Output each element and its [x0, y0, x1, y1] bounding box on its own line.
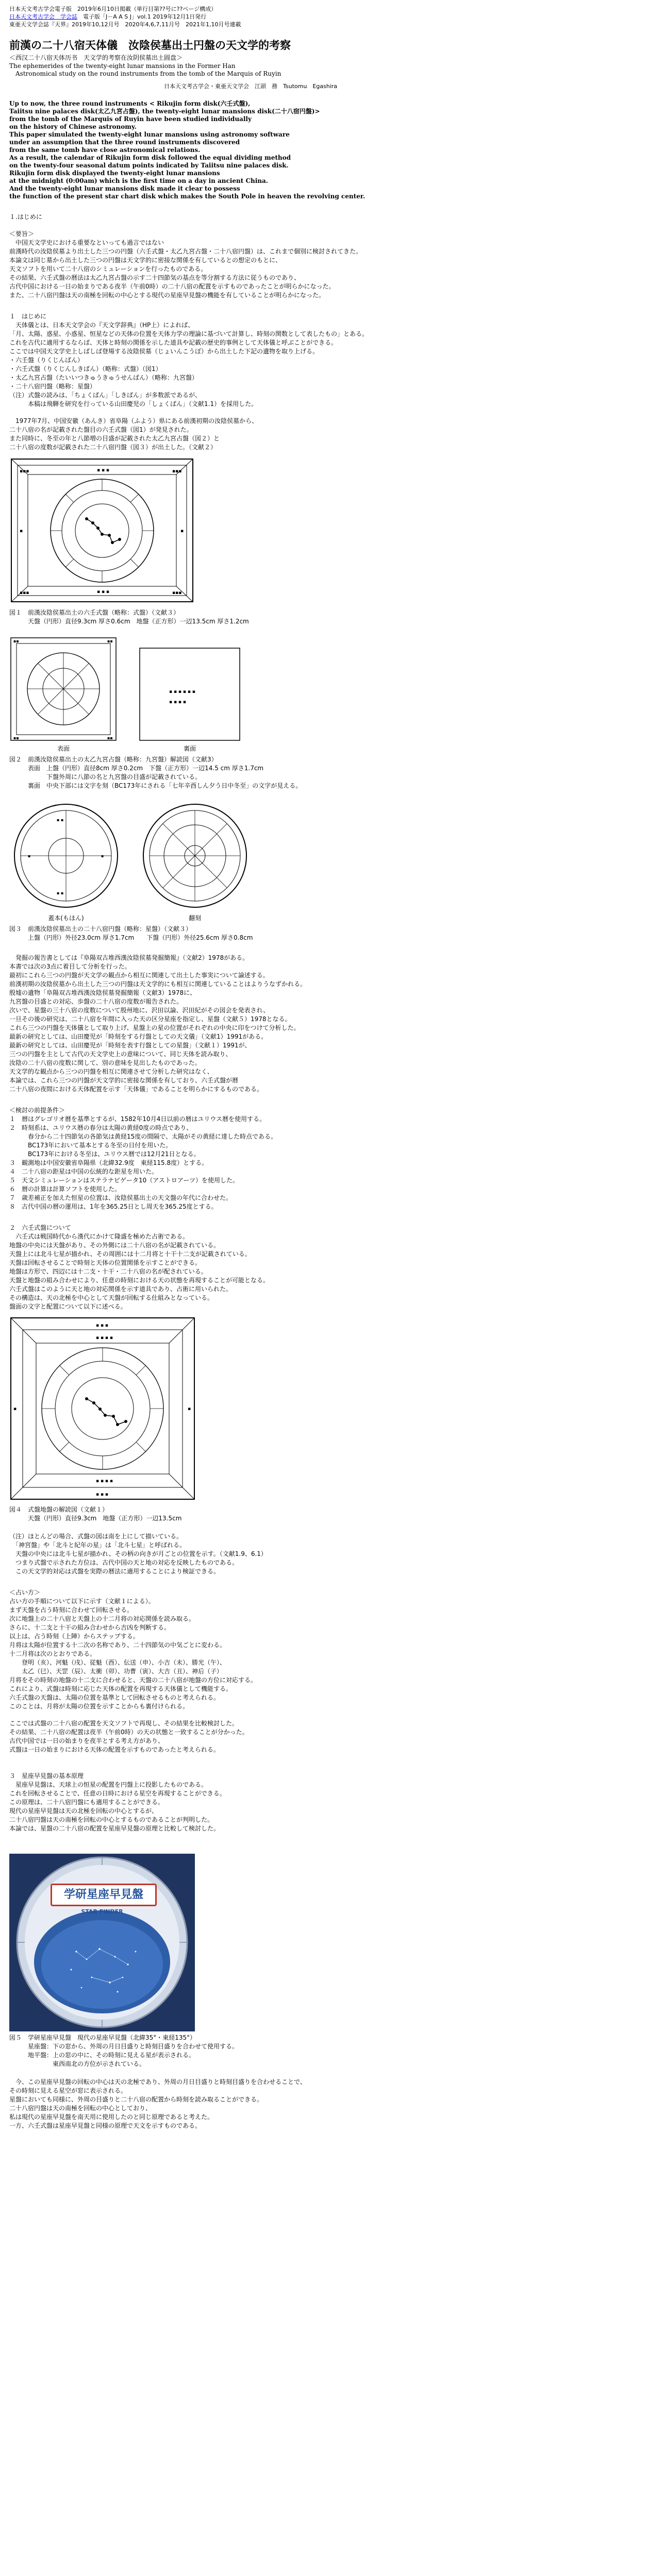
- figure-detail: 表面 上盤（円形）直径8cm 厚さ0.2cm 下盤（正方形）一辺14.5 cm 厚さ1.7cm: [9, 765, 264, 772]
- paragraph-line: まず天盤を占う時刻に合わせて回転させる。: [9, 1606, 134, 1614]
- nine-palaces-back-diagram: [138, 647, 241, 742]
- paragraph-line: 九宮盤の目盛との対応、歩盤の二十八宿の度数が報告された。: [9, 998, 183, 1005]
- svg-text:▪ ▪: ▪ ▪: [57, 818, 64, 822]
- paragraph-line: 月将をその時刻の地盤の十二支に合わせると、天盤の二十八宿が地盤の方位に対応する。: [9, 1676, 257, 1684]
- paragraph-line: ・六壬式盤（りくじんしきばん）（略称：式盤）（図1）: [9, 365, 162, 372]
- svg-text:▪▪▪: ▪▪▪: [172, 590, 182, 596]
- svg-text:▪▪▪: ▪▪▪: [20, 469, 29, 474]
- analysis-conditions: [9, 1106, 654, 1211]
- abstract-line: on the history of Chinese astronomy.: [9, 123, 137, 130]
- paragraph-line: 六壬式盤はこのように天と地の対応関係を示す道具であり、占術に用いられた。: [9, 1285, 233, 1293]
- paragraph-line: 二十八宿円盤は天の南極を回転の中心としており、: [9, 2105, 152, 2112]
- star-finder-brand-en: STAR FINDER: [81, 1908, 123, 1915]
- list-item: BC173年において基本とする冬至の日付を用いた。: [9, 1142, 172, 1149]
- figure-2: [9, 636, 654, 790]
- section-heading: ＜検討の前提条件＞: [9, 1107, 65, 1114]
- abstract-line: from the same tomb have close astronomical relations.: [9, 146, 201, 154]
- paragraph-line: （注）式盤の読みは、「ちょくばん」「しきばん」が多数派であるが、: [9, 392, 202, 399]
- figure-3-caption: [9, 925, 654, 942]
- list-item: ３ 観測地は中国安徽省阜陽県（北緯32.9度 東経115.8度）とする。: [9, 1159, 208, 1166]
- paragraph-line: 私は現代の星座早見盤を南天用に使用したのと同じ原理であると考えた。: [9, 2113, 214, 2121]
- paragraph-line: 最新の研究としては、山田慶児が「時刻を表す行盤としての星盤」（文献１）1991が、: [9, 1042, 251, 1049]
- paragraph-line: 式盤は一日の始まりにおける天体の配置を示すものであったと考えられる。: [9, 1746, 220, 1753]
- paragraph-line: 今、この星座早見盤の回転の中心は天の北極であり、外周の月日目盛りと時刻目盛りを合わせることで、: [9, 2078, 306, 2086]
- paragraph-line: さらに、十二支と十干の組み合わせから吉凶を判断する。: [9, 1624, 171, 1631]
- article: [9, 5, 654, 2130]
- authors: 日本天文考古学会・東亜天文学会 江頭 務 Tsutomu Egashira: [164, 83, 338, 90]
- svg-text:▪: ▪: [188, 1406, 191, 1412]
- rubbing-label: 蓋本(もほん): [48, 914, 84, 922]
- nine-palaces-front-diagram: [9, 636, 118, 742]
- paragraph-line: 古代中国における一日の始まりである夜半（午前0時）の二十八宿の配置を示すものであったことが明らかになった。: [9, 283, 335, 290]
- english-abstract: [9, 100, 654, 200]
- paragraph-line: 盤面の文字と配置について以下に述べる。: [9, 1303, 127, 1310]
- paragraph-line: つまり式盤で示された方位は、古代中国の天と地の対応を反映したものである。: [9, 1559, 239, 1566]
- figure-2-front: [9, 636, 118, 753]
- abstract-line: the function of the present star chart disk which makes the South Pole in heaven the revolving center.: [9, 193, 366, 200]
- paragraph-line: ここでは式盤の二十八宿の配置を天文ソフトで再現し、その結果を比較検討した。: [9, 1720, 239, 1727]
- abstract-line: As a result, the calendar of Rikujin form disk followed the equal dividing method: [9, 154, 291, 161]
- section-3: [9, 1772, 654, 1833]
- section-heading: １ はじめに: [9, 313, 47, 320]
- front-label: 表面: [57, 745, 70, 752]
- figure-3-rubbing: [9, 801, 123, 923]
- paragraph-line: 登明（亥）、河魁（戌）、従魁（酉）、伝送（申）、小吉（未）、勝光（午）、: [9, 1659, 226, 1666]
- intro-section: [9, 213, 654, 300]
- svg-text:▪: ▪: [20, 529, 23, 534]
- journal-header: [9, 5, 654, 28]
- paragraph-line: 古代中国では一日の始まりを夜半とする考え方があり、: [9, 1737, 164, 1744]
- paragraph-line: その結果、六壬式盤の暦法は太乙九宮占盤の示す二十四節気の基点を等分割する方法に従うものであり、: [9, 274, 301, 281]
- abstract-line: Up to now, the three round instruments < Rikujin form disk(六壬式盤),: [9, 100, 251, 107]
- paragraph-line: 現代の星座早見盤は天の北極を回転の中心とするが、: [9, 1807, 158, 1815]
- paragraph-line: 最初にこれら三つの円盤が天文学の観点から相互に関連して出土した事実について論述する。: [9, 972, 269, 979]
- paragraph-line: その結果、二十八宿の配置は夜半（午前0時）の天の状態と一致することが分かった。: [9, 1728, 249, 1736]
- section-1: [9, 312, 654, 452]
- english-title: [9, 62, 654, 78]
- paragraph-line: 天盤の中央には北斗七星が描かれ、その柄の向きが月ごとの位置を示す。（文献1.9、6.1）: [9, 1550, 267, 1557]
- paragraph-line: 天盤は回転させることで時刻と天体の位置関係を示すことができる。: [9, 1259, 202, 1266]
- list-item: ７ 歳差補正を加えた恒星の位置は、汝陰侯墓出土の天文盤の年代に合わせた。: [9, 1194, 233, 1201]
- figure-detail: 裏面 中央下部には文字を刻（BC173年にされる「七年辛酉しん夕う日中冬至」の文字が見える。: [9, 782, 302, 789]
- paragraph-line: この天文学的対応は式盤を実際の暦法に適用することにより検証できる。: [9, 1568, 220, 1575]
- header-line-3: 東亜天文学会誌『天界』2019年10,12月号 2020年4,6,7,11月号 2021年1,10月号連載: [9, 21, 241, 28]
- list-item: BC173年における冬至は、ユリウス暦では12月21日となる。: [9, 1150, 200, 1158]
- paragraph-line: 天盤と地盤の組み合わせにより、任意の時刻における天の状態を再現することが可能となる。: [9, 1277, 270, 1284]
- paragraph-line: 以上は、占う時刻（上陣）からステップする。: [9, 1633, 139, 1640]
- figure-1-caption: [9, 608, 654, 626]
- figure-2-caption: [9, 755, 654, 790]
- svg-text:▪ ▪ ▪: ▪ ▪ ▪: [97, 589, 110, 595]
- figure-5: [9, 1854, 654, 2069]
- paragraph-line: 天文学的な観点から三つの円盤を相互に関連させて分析した研究はなく、: [9, 1068, 213, 1075]
- paragraph-line: この原理は、二十八宿円盤にも適用することができる。: [9, 1799, 164, 1806]
- paragraph-line: 地盤は方形で、四辺には十二支・十干・二十八宿の名が配されている。: [9, 1268, 207, 1275]
- paragraph-line: 月将は太陽が位置する十二次の名称であり、二十四節気の中気ごとに変わる。: [9, 1641, 226, 1649]
- english-title-line: Astronomical study on the round instruments from the tomb of the Marquis of Ruyin: [9, 70, 282, 77]
- svg-text:▪▪: ▪▪: [107, 639, 113, 643]
- section-heading: ３ 星座早見盤の基本原理: [9, 1772, 84, 1780]
- svg-text:▪▪: ▪▪: [13, 639, 19, 643]
- paragraph-line: このことは、月将が太陽の位置を示すことからも裏付けられる。: [9, 1703, 189, 1710]
- paragraph-line: 星座早見盤は、天球上の恒星の配置を円盤上に投影したものである。: [9, 1781, 208, 1788]
- paragraph-line: 占い方の手順について以下に示す（文献１による）。: [9, 1598, 155, 1605]
- star-finder-illustration: [9, 1854, 195, 2031]
- paragraph-line: ここでは中国天文学史上しばしば登場する汝陰侯墓（じょいんこうぼ）から出土した下記の遺物を取り上げる。: [9, 348, 319, 355]
- svg-text:▪ ▪ ▪: ▪ ▪ ▪: [97, 468, 110, 473]
- figure-5-caption: [9, 2033, 654, 2069]
- lunar-mansions-transcript-diagram: [138, 801, 252, 911]
- journal-link[interactable]: 日本天文考古学会 学会誌: [9, 13, 77, 20]
- svg-text:▪: ▪: [28, 854, 31, 858]
- paragraph-line: 六壬式盤の天盤は、太陽の位置を基準として回転させるものと考えられる。: [9, 1694, 220, 1701]
- figure-detail: 星座盤：下の窓から、外周の月日目盛りと時刻目盛りを合わせて使用する。: [9, 2043, 239, 2050]
- figure-detail: 天盤（円形）直径9.3cm 地盤（正方形）一辺13.5cm: [9, 1515, 182, 1522]
- svg-text:▪ ▪: ▪ ▪: [57, 891, 64, 895]
- paragraph-line: 地盤の中央には天盤があり、その外側には二十八宿の名が記載されている。: [9, 1242, 220, 1249]
- figure-label: 図３ 前漢汝陰侯墓出土の二十八宿円盤（略称：星盤）（文献３）: [9, 925, 192, 933]
- paragraph-line: 本論では、星盤の二十八宿の配置を星座早見盤の原理と比較して検討した。: [9, 1825, 220, 1832]
- section-2-notes: [9, 1532, 654, 1576]
- paragraph-line: また同時に、冬至の年と八節増の目盛が記載された太乙九宮占盤（図２）と: [9, 435, 220, 442]
- list-item: ８ 古代中国の暦の運用は、1年を365.25日とし周天を365.25度とする。: [9, 1203, 218, 1210]
- header-line-2-rest: 電子版「J－A A S J」vol.1 2019年12月1日発行: [83, 13, 207, 20]
- paragraph-line: 次いで、星盤の三十八宿の度数について殷州地に、沢田以論、沢田紀がその図会を発表され、: [9, 1007, 270, 1014]
- header-line-2: [9, 13, 654, 21]
- transcript-label: 翻刻: [188, 914, 201, 922]
- paragraph-line: 一旦その後の研究は、二十八宿を年間に入った天の区分星座を指定し、星盤（文献５）1978となる。: [9, 1015, 291, 1023]
- paragraph-line: これを古代に適用するならば、天体と時刻の関係を示した道具や記載の歴史的事例として天体儀と呼ぶことができる。: [9, 339, 338, 346]
- paragraph-line: その時刻に見える星空が窓に表示される。: [9, 2087, 127, 2094]
- paragraph-line: また、二十八宿円盤は天の南極を回転の中心とする現代の星座早見盤の機能を有していることが明らかになった。: [9, 292, 325, 299]
- paragraph-line: ・二十八宿円盤（略称：星盤）: [9, 383, 96, 390]
- paragraph-line: 二十八宿の名が記載された盤目の六壬式盤（図1）が発見された。: [9, 426, 193, 433]
- paragraph-line: 最新の研究としては、山田慶児が「時刻をする行盤としての天文儀」（文献1）1991がある。: [9, 1033, 268, 1040]
- svg-text:▪ ▪ ▪ ▪: ▪ ▪ ▪ ▪: [96, 1335, 113, 1341]
- figure-label: 図１ 前漢汝陰侯墓出土の六壬式盤（略称：式盤）（文献３）: [9, 609, 180, 616]
- figure-label: 図２ 前漢汝陰侯墓出土の太乙九宮占盤（略称：九宮盤）解読図（文献3）: [9, 756, 218, 763]
- svg-text:▪▪▪: ▪▪▪: [20, 590, 29, 596]
- page-title: 前漢の二十八宿天体儀 汝陰侯墓出土円盤の天文学的考察: [9, 39, 291, 52]
- paragraph-line: 殷墟の遺物「阜陽双古堆西漢汝陰侯墓発掘簡報（文献3）1978に、: [9, 989, 196, 996]
- svg-text:▪: ▪: [13, 1406, 17, 1412]
- abstract-line: This paper simulated the twenty-eight lunar mansions using astronomy software: [9, 131, 290, 138]
- paragraph-line: その構造は、天の北極を中心として天盤が回転する仕組みとなっている。: [9, 1294, 214, 1301]
- paragraph-line: 十二月将は次のとおりである。: [9, 1650, 96, 1657]
- paragraph-line: 天文ソフトを用いて二十八宿のシミュレーションを行ったものである。: [9, 265, 207, 273]
- abstract-line: at the midnight (0:00am) which is the first time on a day in ancient China.: [9, 177, 268, 184]
- paragraph-line: 「神宮盤」や「北斗と紀年の星」は「北斗七星」と呼ばれる。: [9, 1541, 186, 1549]
- section-heading: ２ 六壬式盤について: [9, 1224, 71, 1231]
- paragraph-line: 「月、太陽、惑星、小惑星、恒星などの天体の位置を天体力学の理論に基づいて計算し、時刻の関数として表したもの」とある。: [9, 330, 369, 337]
- header-line-1: 日本天文考古学会電子版 2019年6月10日掲載（単行目第??号に??ページ構成）: [9, 6, 217, 12]
- paragraph-line: 発掘の報告書としては『阜陽双古堆西漢汝陰侯墓発掘簡報』（文献2）1978がある。: [9, 954, 249, 961]
- abstract-line: from the tomb of the Marquis of Ruyin have been studied individually: [9, 115, 252, 123]
- abstract-line: And the twenty-eight lunar mansions disk made it clear to possess: [9, 185, 240, 192]
- abstract-line: under an assumption that the three round instruments discovered: [9, 139, 240, 146]
- figure-detail: 天盤（円形）直径9.3cm 厚さ0.6cm 地盤（正方形）一辺13.5cm 厚さ1.2cm: [9, 618, 249, 625]
- list-item: １ 暦はグレゴリオ暦を基準とするが、1582年10月4日以前の暦はユリウス暦を使用する。: [9, 1115, 266, 1123]
- page-subtitle: ＜西汉二十八宿天体历书 天文学的考察在汝阴侯墓出土圆盘＞: [9, 54, 183, 61]
- svg-text:▪▪: ▪▪: [107, 736, 113, 740]
- figure-3-transcript: [138, 801, 252, 923]
- section-2: [9, 1224, 654, 1311]
- paragraph-line: 天体儀とは、日本天文学会の『天文学辞典』（HP上）によれば、: [9, 321, 194, 329]
- svg-text:▪ ▪ ▪: ▪ ▪ ▪: [96, 1492, 109, 1497]
- paragraph-line: 二十八宿の度数が記載された二十八宿円盤（図３）が出土した。（文献２）: [9, 444, 217, 451]
- svg-text:▪▪: ▪▪: [13, 736, 19, 740]
- figure-4-caption: [9, 1505, 654, 1523]
- svg-text:▪ ▪ ▪ ▪: ▪ ▪ ▪ ▪: [169, 700, 186, 705]
- figure-label: 図４ 式盤地盤の解読図（文献１）: [9, 1506, 109, 1513]
- list-item: 春分から二十四節気の各節気は黄経15度の間隔で、太陽がその黄経に達した時点である。: [9, 1133, 277, 1140]
- paragraph-line: 本書では次の3点に着目して分析を行った。: [9, 963, 131, 970]
- list-item: ５ 天文シミュレーションはステラナビゲータ10（アストロアーツ）を使用した。: [9, 1177, 239, 1184]
- back-label: 裏面: [183, 745, 196, 752]
- star-finder-photo: [9, 1854, 195, 2031]
- svg-text:▪ ▪ ▪ ▪ ▪ ▪: ▪ ▪ ▪ ▪ ▪ ▪: [169, 689, 195, 694]
- rikujin-disk-diagram: [9, 457, 195, 604]
- paragraph-line: 三つの円盤を主として古代の天文学史上の意味について、同じ天体を読み取り、: [9, 1050, 232, 1058]
- paragraph-line: 天盤上には北斗七星が描かれ、その周囲には十二月将と十干十二支が記載されている。: [9, 1250, 251, 1258]
- figure-detail: 東西南北の方位が示されている。: [9, 2060, 146, 2067]
- figure-detail: 地平盤：上の窓の中に、その時刻に見える星が表示される。: [9, 2052, 195, 2059]
- abstract-line: Taiitsu nine palaces disk(太乙九宮占盤), the twenty-eight lunar mansions disk(二十八宿円盤)>: [9, 108, 320, 115]
- figure-detail: 上盤（円形）外径23.0cm 厚さ1.7cm 下盤（円形）外径25.6cm 厚さ0.8cm: [9, 934, 253, 941]
- paragraph-line: これら三つの円盤を天体儀として取り上げ、星盤上の星の位置がそれぞれの中央に印をつけて分析した。: [9, 1024, 300, 1031]
- figure-4: [9, 1316, 654, 1523]
- section-heading: ＜占い方＞: [9, 1589, 41, 1596]
- paragraph-line: ・太乙九宮占盤（たいいつきゅうきゅうせんばん）（略称：九宮盤）: [9, 374, 198, 381]
- svg-text:▪ ▪ ▪: ▪ ▪ ▪: [96, 1323, 109, 1328]
- section-heading: １.はじめに: [9, 213, 42, 221]
- list-item: ６ 暦の計算は計算ソフトを使用した。: [9, 1185, 121, 1193]
- paragraph-line: 本稿は飛騨を研究を行っている山田慶児の「しょくばん」（文献1.1）を採用した。: [9, 400, 258, 408]
- lunar-mansions-rubbing-diagram: [9, 801, 123, 911]
- svg-text:▪: ▪: [101, 854, 104, 858]
- paragraph-line: 次に地盤上の二十八宿と天盤上の十二月将の対応関係を読み取る。: [9, 1615, 195, 1622]
- section-3-continued: [9, 2078, 654, 2130]
- paragraph-line: ・六壬盤（りくじんばん）: [9, 357, 84, 364]
- paragraph-line: 前漢時代の汝陰侯墓より出土した三つの円盤（六壬式盤・太乙九宮占盤・二十八宿円盤）は、これまで個別に検討されてきた。: [9, 248, 362, 255]
- paragraph-line: 一方、六壬式盤は星座早見盤と同様の原理で天文を示すものである。: [9, 2122, 202, 2129]
- section-1-continued: [9, 954, 654, 1094]
- figure-2-back: [138, 647, 241, 753]
- paragraph-line: 前漢初期の汝陰侯墓から出土した三つの円盤は天文学的にも相互に関連していることはよりうなずかれる。: [9, 980, 307, 988]
- figure-label: 図５ 学研星座早見盤 現代の星座早見盤（北緯35°・東経135°）: [9, 2034, 196, 2041]
- figure-detail: 下盤外周に八節の名と九宮盤の目盛が記載されている。: [9, 773, 202, 781]
- paragraph-line: これを回転させることで、任意の日時における星空を再現することができる。: [9, 1790, 226, 1797]
- paragraph-line: 二十八宿円盤は天の南極を回転の中心とするものであることが判明した。: [9, 1816, 214, 1823]
- summary-label: ＜要旨＞: [9, 230, 35, 238]
- figure-1: [9, 457, 654, 626]
- paragraph-line: （注）ほとんどの場合、式盤の図は南を上にして描いている。: [9, 1533, 183, 1540]
- paragraph-line: 本論文は同じ墓から出土した三つの円盤は天文学的に密接な関係を有しているとの想定のもとに、: [9, 257, 282, 264]
- paragraph-line: 1977年7月、中国安徽（あんき）省阜陽（ふよう）県にある前漢初期の汝陰侯墓から、: [9, 417, 258, 425]
- svg-text:▪▪▪: ▪▪▪: [172, 469, 182, 474]
- figure-3: [9, 801, 654, 942]
- paragraph-line: 星盤においても同様に、外周の目盛りと二十八宿の配置から時刻を読み取ることができる。: [9, 2096, 263, 2103]
- paragraph-line: 本論では、これら三つの円盤が天文学的に密接な関係を有しており、六壬式盤が暦: [9, 1077, 239, 1084]
- divination-method: [9, 1588, 654, 1754]
- abstract-line: Rikujin form disk displayed the twenty-eight lunar mansions: [9, 170, 220, 177]
- abstract-line: on the twenty-four seasonal datum points indicated by Taiitsu nine palaces disk.: [9, 162, 289, 169]
- star-finder-brand: 学研星座早見盤: [51, 1884, 157, 1906]
- english-title-line: The ephemerides of the twenty-eight lunar mansions in the Former Han: [9, 62, 236, 70]
- paragraph-line: 汝陰の二十八宿の度数に関して、別の意味を見出したものであった。: [9, 1059, 201, 1066]
- paragraph-line: 太乙（巳）、天罡（辰）、太衝（卯）、功曹（寅）、大吉（丑）、神后（子）: [9, 1668, 223, 1675]
- paragraph-line: 六壬式は戦国時代から漢代にかけて隆盛を極めた占術である。: [9, 1233, 189, 1240]
- paragraph-line: 中国天文学史における重要なといっても過言ではない: [9, 239, 164, 246]
- list-item: ２ 時刻系は、ユリウス暦の春分は太陽の黄経0度の時点であり、: [9, 1124, 193, 1131]
- paragraph-line: 二十八宿の夜間における天体配置を示す「天体儀」であることを明らかにするものである。: [9, 1086, 263, 1093]
- svg-text:▪ ▪ ▪ ▪: ▪ ▪ ▪ ▪: [96, 1479, 113, 1484]
- svg-text:▪: ▪: [180, 529, 184, 534]
- list-item: ４ 二十八宿の距星は中国の伝統的な距星を用いた。: [9, 1168, 158, 1175]
- rikujin-decoded-diagram: [9, 1316, 196, 1501]
- paragraph-line: これにより、式盤は時刻に応じた天体の配置を再現する天体儀として機能する。: [9, 1685, 233, 1692]
